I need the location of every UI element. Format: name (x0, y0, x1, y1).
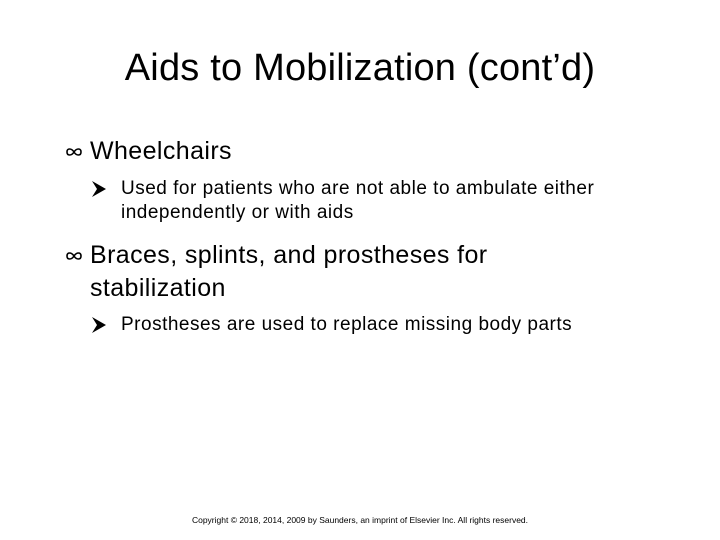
infinity-bullet-icon (64, 246, 84, 266)
infinity-bullet-icon (64, 142, 84, 162)
arrowhead-bullet-icon (91, 316, 107, 334)
sub-bullet-prostheses (121, 313, 681, 337)
slide-title: Aids to Mobilization (cont’d) (124, 47, 596, 89)
bullet-text: Braces, splints, and prostheses for stabilization (90, 241, 488, 302)
sub-bullet-text: Used for patients who are not able to ambulate either independently or with aids (121, 178, 595, 223)
sub-bullet-wheelchair-use (121, 177, 681, 225)
sub-bullet-text: Prostheses are used to replace missing body parts (121, 314, 573, 335)
bullet-braces-splints-prostheses (90, 239, 610, 305)
copyright-footer: Copyright © 2018, 2014, 2009 by Saunders, an imprint of Elsevier Inc. All rights reserved. (191, 515, 529, 525)
bullet-wheelchairs (90, 135, 690, 168)
bullet-text: Wheelchairs (90, 137, 232, 165)
arrowhead-bullet-icon (91, 180, 107, 198)
